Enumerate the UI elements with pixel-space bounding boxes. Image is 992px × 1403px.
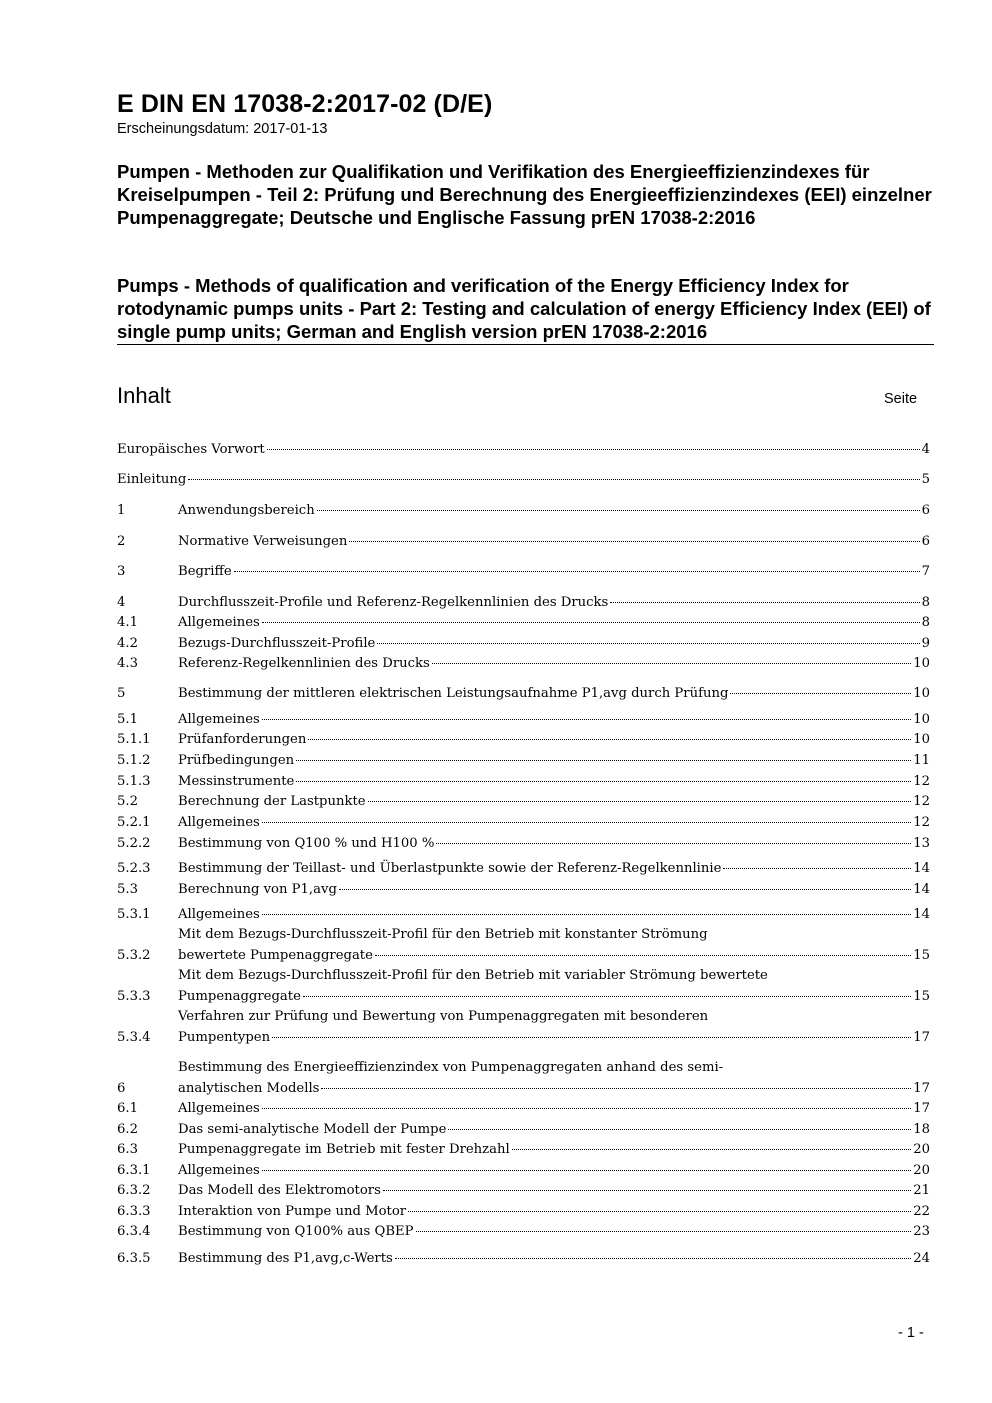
toc-entry-number: 4 [117, 595, 126, 610]
toc-entry-title-line1: Verfahren zur Prüfung und Bewertung von Pumpenaggregaten mit besonderen [178, 1009, 709, 1024]
toc-entry-page: 20 [913, 1163, 930, 1178]
toc-entry-page: 17 [913, 1101, 930, 1116]
dot-leader [368, 801, 912, 802]
dot-leader [272, 1037, 911, 1038]
toc-entry-page: 9 [921, 636, 930, 651]
toc-entry-title-line1: Bestimmung des Energieeffizienzindex von Pumpenaggregaten anhand des semi- [178, 1060, 724, 1075]
toc-entry-title: Pumpenaggregate [178, 989, 301, 1004]
dot-leader [262, 1108, 911, 1109]
title-german: Pumpen - Methoden zur Qualifikation und Verifikation des Energieeffizienzindexes für Kreiselpumpen - Teil 2: Prüfung und Berechnung des Energieeffizienzindexes (EEI) einzelner Pumpenaggregate; Deutsche und Englische Fassung prEN 17038-2:2016 [117, 161, 932, 228]
toc-entry-page: 17 [913, 1081, 930, 1096]
toc-entry-number: 6.3.1 [117, 1163, 151, 1178]
toc-entry-number: 3 [117, 564, 126, 579]
toc-entry-page: 14 [913, 907, 930, 922]
toc-entry-page: 23 [913, 1224, 930, 1239]
toc-entry-page: 10 [913, 712, 930, 727]
dot-leader [416, 1231, 912, 1232]
toc-entry-title: Das Modell des Elektromotors [178, 1183, 381, 1198]
toc-entry-page: 4 [921, 442, 930, 457]
toc-entry-page: 12 [913, 774, 930, 789]
toc-entry-number: 6.3.5 [117, 1251, 151, 1266]
toc-entry-title: Bezugs-Durchflusszeit-Profile [178, 636, 376, 651]
toc-entry-number: 4.3 [117, 656, 138, 671]
toc-entry-page: 10 [913, 656, 930, 671]
dot-leader [723, 868, 911, 869]
dot-leader [267, 449, 920, 450]
dot-leader [730, 693, 911, 694]
contents-heading: Inhalt [117, 383, 171, 408]
toc-entry-page: 8 [921, 595, 930, 610]
page-column-label: Seite [884, 391, 918, 407]
toc-entry-title: Allgemeines [178, 712, 260, 727]
toc-entry-title: Allgemeines [178, 615, 260, 630]
toc-entry-page: 7 [921, 564, 930, 579]
dot-leader [262, 914, 911, 915]
toc-entry-title: Pumpentypen [178, 1030, 271, 1045]
toc-entry-number: 5.3.4 [117, 1030, 151, 1045]
toc-entry-number: 5.3 [117, 882, 138, 897]
toc-entry-title: Allgemeines [178, 1163, 260, 1178]
toc-entry-number: 5.1.3 [117, 774, 151, 789]
toc-entry-title: Berechnung von P1,avg [178, 882, 337, 897]
toc-entry-number: 2 [117, 534, 126, 549]
toc-entry-number: 6.2 [117, 1122, 138, 1137]
dot-leader [321, 1088, 911, 1089]
toc-entry-number: 4.2 [117, 636, 138, 651]
dot-leader [432, 663, 911, 664]
dot-leader [303, 996, 911, 997]
toc-entry-number: 6.3.3 [117, 1204, 151, 1219]
toc-entry-title: analytischen Modells [178, 1081, 320, 1096]
dot-leader [317, 510, 920, 511]
dot-leader [262, 822, 911, 823]
toc-entry-number: 5.3.2 [117, 948, 151, 963]
title-english: Pumps - Methods of qualification and verification of the Energy Efficiency Index for rotodynamic pumps units - Part 2: Testing and calculation of energy Efficiency Index (EEI) of single pump units; German and English version prEN 17038-2:2016 [117, 275, 931, 342]
toc-entry-page: 12 [913, 794, 930, 809]
toc-entry-page: 14 [913, 861, 930, 876]
dot-leader [610, 602, 919, 603]
toc-entry-title: Das semi-analytische Modell der Pumpe [178, 1122, 447, 1137]
dot-leader [512, 1149, 912, 1150]
toc-entry-title: Bestimmung von Q100 % und H100 % [178, 836, 435, 851]
toc-entry-page: 13 [913, 836, 930, 851]
toc-entry-title-line1: Mit dem Bezugs-Durchflusszeit-Profil für den Betrieb mit variabler Strömung bewertete [178, 968, 768, 983]
dot-leader [436, 843, 911, 844]
toc-entry-page: 11 [913, 753, 930, 768]
toc-entry-page: 8 [921, 615, 930, 630]
toc-entry-number: 5.2.2 [117, 836, 151, 851]
dot-leader [395, 1258, 911, 1259]
toc-entry-number: 5.3.1 [117, 907, 151, 922]
toc-entry-page: 18 [913, 1122, 930, 1137]
toc-entry-page: 6 [921, 534, 930, 549]
publication-date: Erscheinungsdatum: 2017-01-13 [117, 121, 328, 137]
toc-entry-number: 5.2.1 [117, 815, 151, 830]
toc-entry-number: 5.3.3 [117, 989, 151, 1004]
toc-entry-number: 5.1.1 [117, 732, 151, 747]
dot-leader [308, 739, 911, 740]
toc-entry-page: 6 [921, 503, 930, 518]
toc-entry-title: Bestimmung des P1,avg,c-Werts [178, 1251, 393, 1266]
toc-entry-page: 15 [913, 948, 930, 963]
toc-entry-title: Bestimmung von Q100% aus QBEP [178, 1224, 414, 1239]
toc-entry-number: 5.2 [117, 794, 138, 809]
toc-entry-page: 20 [913, 1142, 930, 1157]
toc-entry-title: Messinstrumente [178, 774, 295, 789]
toc-entry-title: Prüfbedingungen [178, 753, 295, 768]
dot-leader [262, 1170, 911, 1171]
toc-entry-title: Bestimmung der Teillast- und Überlastpunkte sowie der Referenz-Regelkennlinie [178, 861, 722, 876]
toc-entry-title: Interaktion von Pumpe und Motor [178, 1204, 407, 1219]
toc-entry-title: Prüfanforderungen [178, 732, 307, 747]
toc-entry-page: 14 [913, 882, 930, 897]
toc-entry-number: 1 [117, 503, 126, 518]
toc-entry-number: 5.1 [117, 712, 138, 727]
toc-entry-page: 17 [913, 1030, 930, 1045]
dot-leader [339, 889, 911, 890]
dot-leader [296, 781, 911, 782]
toc-entry-page: 24 [913, 1251, 930, 1266]
toc-entry-number: 5 [117, 686, 126, 701]
toc-entry-number: 6.3.2 [117, 1183, 151, 1198]
toc-entry-page: 22 [913, 1204, 930, 1219]
toc-entry-number: 5.2.3 [117, 861, 151, 876]
toc-entry-page: 15 [913, 989, 930, 1004]
toc-entry-title: Allgemeines [178, 907, 260, 922]
toc-entry-title: Normative Verweisungen [178, 534, 348, 549]
toc-entry-page: 12 [913, 815, 930, 830]
toc-entry-number: 6.3.4 [117, 1224, 151, 1239]
toc-entry-title: bewertete Pumpenaggregate [178, 948, 373, 963]
dot-leader [296, 760, 911, 761]
toc-entry-title: Einleitung [117, 472, 187, 487]
toc-entry-title: Pumpenaggregate im Betrieb mit fester Drehzahl [178, 1142, 510, 1157]
toc-entry-title: Allgemeines [178, 1101, 260, 1116]
page-number: - 1 - [898, 1325, 924, 1341]
dot-leader [262, 719, 911, 720]
document-id: E DIN EN 17038-2:2017-02 (D/E) [117, 90, 493, 118]
toc-entry-title: Europäisches Vorwort [117, 442, 265, 457]
toc-entry-title: Allgemeines [178, 815, 260, 830]
toc-entry-page: 21 [913, 1183, 930, 1198]
dot-leader [188, 479, 919, 480]
toc-entry-page: 10 [913, 686, 930, 701]
toc-entry-number: 5.1.2 [117, 753, 151, 768]
toc-entry-title-line1: Mit dem Bezugs-Durchflusszeit-Profil für den Betrieb mit konstanter Strömung [178, 927, 708, 942]
toc-entry-title: Anwendungsbereich [178, 503, 315, 518]
dot-leader [383, 1190, 911, 1191]
toc-entry-title: Durchflusszeit-Profile und Referenz-Regelkennlinien des Drucks [178, 595, 609, 610]
dot-leader [234, 571, 920, 572]
toc-entry-title: Berechnung der Lastpunkte [178, 794, 366, 809]
toc-entry-page: 5 [921, 472, 930, 487]
dot-leader [375, 955, 911, 956]
toc-entry-title: Bestimmung der mittleren elektrischen Leistungsaufnahme P1,avg durch Prüfung [178, 686, 729, 701]
toc-entry-number: 6.1 [117, 1101, 138, 1116]
dot-leader [377, 643, 919, 644]
dot-leader [262, 622, 920, 623]
toc-entry-number: 4.1 [117, 615, 138, 630]
dot-leader [349, 541, 919, 542]
toc-entry-page: 10 [913, 732, 930, 747]
toc-entry-number: 6 [117, 1081, 126, 1096]
dot-leader [408, 1211, 911, 1212]
dot-leader [448, 1129, 911, 1130]
toc-entry-title: Referenz-Regelkennlinien des Drucks [178, 656, 430, 671]
toc-entry-number: 6.3 [117, 1142, 138, 1157]
header-divider [117, 344, 934, 345]
toc-entry-title: Begriffe [178, 564, 232, 579]
